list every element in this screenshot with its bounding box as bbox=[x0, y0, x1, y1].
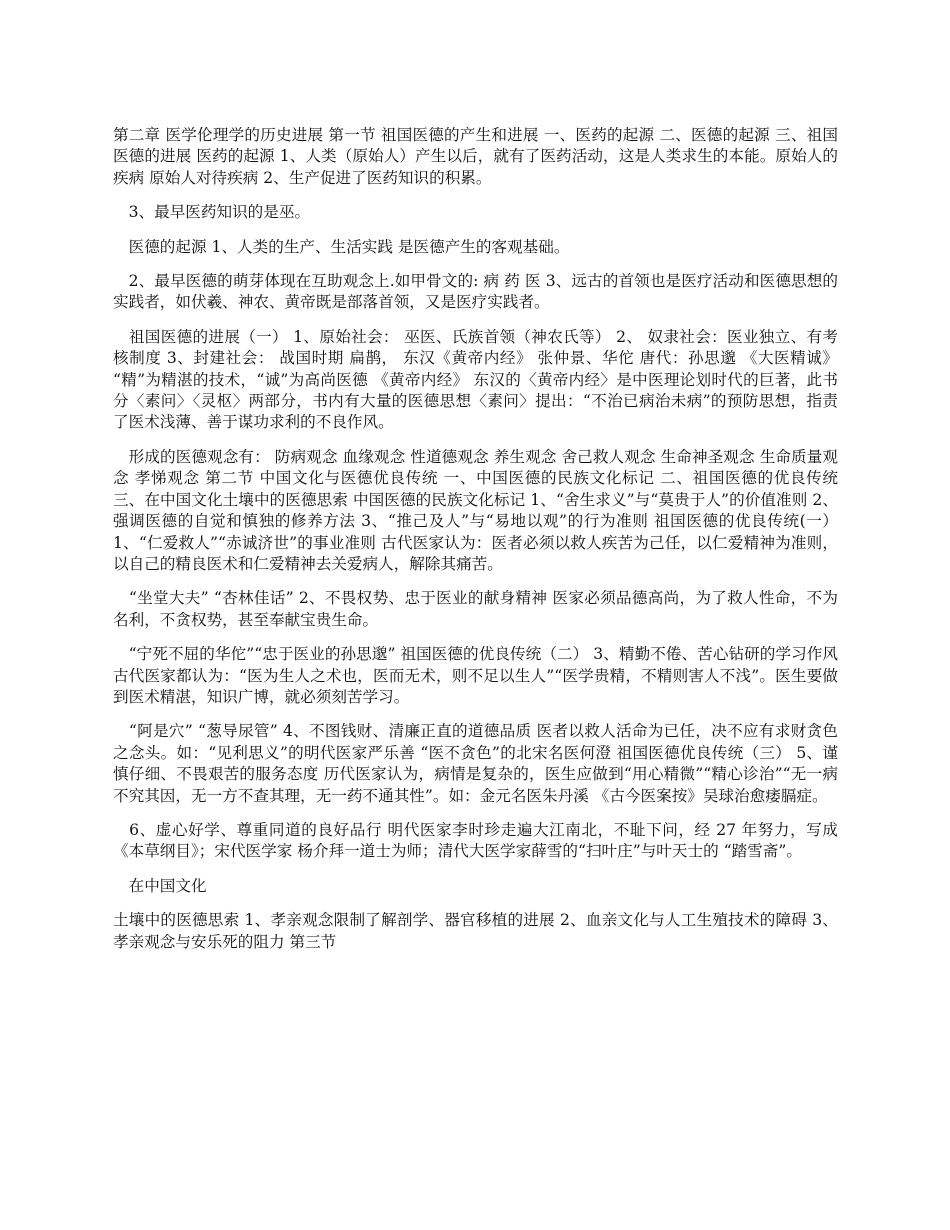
paragraph-11: 在中国文化 bbox=[113, 876, 207, 895]
document-body bbox=[113, 125, 838, 966]
paragraph-6: 形成的医德观念有： 防病观念 血缘观念 性道德观念 养生观念 舍己救人观念 生命神圣观念 生命质量观念 孝悌观念 第二节 中国文化与医德优良传统 一、中国医德的民族文化标记 二、祖国医德的优良传统 三、在中国文化土壤中的医德思索 中国医德的民族文化标记 1、“舍生求义”与“莫贵于人”的价值准则 2、强调医德的自觉和慎独的修养方法 3、“推己及人”与“易地以观”的行为准则 祖国医德的优良传统(一） 1、“仁爱救人”“赤诚济世”的事业准则 古代医家认为：医者必须以救人疾苦为己任，以仁爱精神为准则，以自己的精良医术和仁爱精神去关爱病人，解除其痛苦。 bbox=[113, 447, 838, 573]
paragraph-2: 3、最早医药知识的是巫。 bbox=[113, 203, 311, 222]
paragraph-4: 2、最早医德的萌芽体现在互助观念上.如甲骨文的: 病 药 医 3、远古的首领也是医疗活动和医德思想的实践者，如伏羲、神农、黄帝既是部落首领，又是医疗实践者。 bbox=[113, 272, 838, 312]
paragraph-9: “阿是穴” “葱导尿管” 4、不图钱财、清廉正直的道德品质 医者以救人活命为已任，决不应有求财贪色之念头。如：“见利思义”的明代医家严乐善 “医不贪色”的北宋名医何澄 祖国医德优良传统（三） 5、谨慎仔细、不畏艰苦的服务态度 历代医家认为，病情是复杂的，医生应做到“用心精微”“精心诊治”“无一病不究其因，无一方不查其理，无一药不通其性”。如：金元名医朱丹溪 《古今医案按》吴球治愈痿膈症。 bbox=[113, 722, 838, 805]
paragraph-3: 医德的起源 1、人类的生产、生活实践 是医德产生的客观基础。 bbox=[113, 237, 570, 256]
paragraph-8: “宁死不屈的华佗”“忠于医业的孙思邈” 祖国医德的优良传统（二） 3、精勤不倦、苦心钻研的学习作风 古代医家都认为：“医为生人之术也，医而无术，则不足以生人”“医学贵精，不精则害人不浅”。医生要做到医术精湛，知识广博，就必须刻苦学习。 bbox=[113, 645, 838, 706]
paragraph-12: 土壤中的医德思索 1、孝亲观念限制了解剖学、器官移植的进展 2、血亲文化与人工生殖技术的障碍 3、孝亲观念与安乐死的阻力 第三节 bbox=[113, 911, 838, 951]
paragraph-7: “坐堂大夫” “杏林佳话” 2、不畏权势、忠于医业的献身精神 医家必须品德高尚，为了救人性命，不为名利，不贪权势，甚至奉献宝贵生命。 bbox=[113, 589, 838, 629]
paragraph-1: 第二章 医学伦理学的历史进展 第一节 祖国医德的产生和进展 一、医药的起源 二、医德的起源 三、祖国医德的进展 医药的起源 1、人类（原始人）产生以后，就有了医药活动，这是人类求生的本能。原始人的疾病 原始人对待疾病 2、生产促进了医药知识的积累。 bbox=[113, 126, 838, 187]
paragraph-5: 祖国医德的进展（一） 1、原始社会： 巫医、氏族首领（神农氏等） 2、 奴隶社会：医业独立、有考核制度 3、封建社会： 战国时期 扁鹊， 东汉《黄帝内经》 张仲景、华佗 唐代：孙思邈 《大医精诚》 “精”为精湛的技术，“诚”为高尚医德 《黄帝内经》 东汉的〈黄帝内经〉是中医理论划时代的巨著，此书分〈素问〉〈灵枢〉两部分，书内有大量的医德思想〈素问〉提出：“不治已病治未病”的预防思想，指责了医术浅薄、善于谋功求利的不良作风。 bbox=[113, 327, 838, 432]
paragraph-10: 6、虚心好学、尊重同道的良好品行 明代医家李时珍走遍大江南北，不耻下问，经 27 年努力，写成《本草纲目》；宋代医学家 杨介拜一道士为师；清代大医学家薛雪的“扫叶庄”与叶天士的 “踏雪斋”。 bbox=[113, 820, 838, 861]
